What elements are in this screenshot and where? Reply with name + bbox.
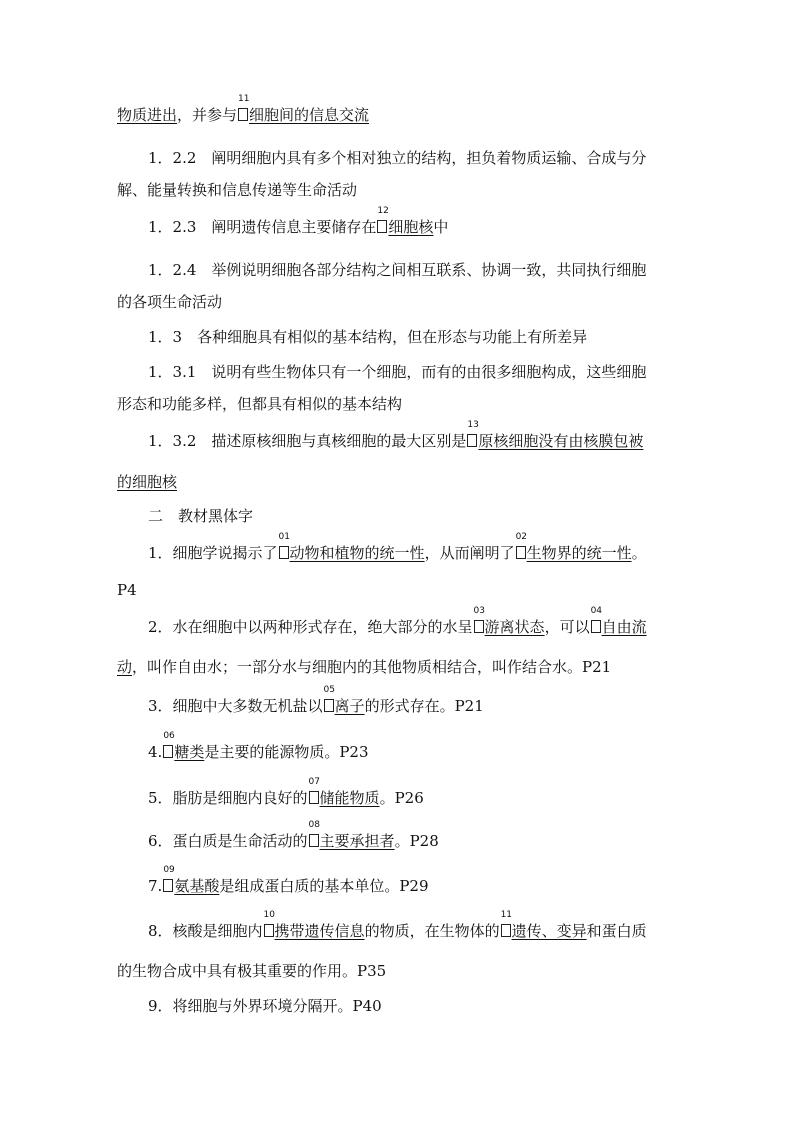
blank-number: 02 <box>515 532 528 542</box>
text-fragment: 中 <box>433 218 449 236</box>
text-line-13 <box>148 532 647 563</box>
text-fragment: 的物质，在生物体的 <box>364 922 500 940</box>
blank-number: 03 <box>473 606 485 616</box>
answer-text: 储能物质 <box>319 789 380 807</box>
text-fragment: 1．2.3 阐明遗传信息主要储存在 <box>148 218 377 236</box>
text-fragment: 是主要的能源物质。P23 <box>204 743 369 761</box>
text-fragment: 3．细胞中大多数无机盐以 <box>148 697 323 715</box>
answer-text: 生物界的统一性 <box>526 544 632 562</box>
text-fragment: 6．蛋白质是生命活动的 <box>148 832 308 850</box>
blank-number: 11 <box>238 94 250 104</box>
text-line-21 <box>148 865 429 896</box>
answer-blank-box <box>308 820 320 847</box>
answer-blank-box <box>377 206 389 233</box>
blank-number: 06 <box>163 731 175 741</box>
text-line-16 <box>117 657 611 677</box>
text-line-24: 9．将细胞与外界环境分隔开。P40 <box>148 997 382 1015</box>
answer-blank-box <box>238 94 250 121</box>
answer-text: 细胞间的信息交流 <box>249 106 370 124</box>
answer-text: 动 <box>117 658 133 676</box>
blank-number: 07 <box>308 777 320 787</box>
text-fragment: ，叫作自由水；一部分水与细胞内的其他物质相结合，叫作结合水。P21 <box>132 658 612 676</box>
blank-number: 12 <box>377 206 389 216</box>
answer-text: 游离状态 <box>484 618 545 636</box>
blank-number: 10 <box>263 910 275 920</box>
answer-blank-box <box>308 777 320 804</box>
text-line-7: 1．3 各种细胞具有相似的基本结构，但在形态与功能上有所差异 <box>148 328 588 346</box>
text-fragment: 1．细胞学说揭示了 <box>148 544 278 562</box>
text-line-19 <box>148 777 424 808</box>
blank-number: 05 <box>323 685 335 695</box>
answer-blank-box <box>163 865 175 892</box>
answer-blank-box <box>473 606 485 633</box>
answer-text: 主要承担者 <box>319 832 395 850</box>
answer-text: 的细胞核 <box>117 473 178 491</box>
answer-blank-box <box>467 420 479 447</box>
section-heading: 二 教材黑体字 <box>148 507 254 525</box>
text-line-18 <box>148 731 369 762</box>
answer-blank-box <box>263 910 275 937</box>
text-line-15 <box>148 606 647 637</box>
text-line-4 <box>148 206 449 237</box>
blank-number: 01 <box>278 532 290 542</box>
text-fragment: ，可以 <box>544 618 590 636</box>
text-line-3: 解、能量转换和信息传递等生命活动 <box>117 181 358 199</box>
answer-text: 物质进出 <box>117 106 178 124</box>
answer-blank-box <box>590 606 603 633</box>
text-fragment: ，并参与 <box>177 106 238 124</box>
text-fragment: ，从而阐明了 <box>424 544 515 562</box>
answer-blank-box <box>278 532 290 559</box>
text-fragment: 。P26 <box>379 789 424 807</box>
text-fragment: 5．脂肪是细胞内良好的 <box>148 789 308 807</box>
text-fragment: 和蛋白质 <box>586 922 647 940</box>
text-line-2: 1．2.2 阐明细胞内具有多个相对独立的结构，担负着物质运输、合成与分 <box>148 149 647 167</box>
answer-text: 细胞核 <box>388 218 434 236</box>
text-fragment: 1．3.2 描述原核细胞与真核细胞的最大区别是 <box>148 432 467 450</box>
text-fragment: 。P28 <box>394 832 439 850</box>
text-fragment: 4. <box>148 743 163 761</box>
answer-text: 动物和植物的统一性 <box>289 544 425 562</box>
text-line-23: 的生物合成中具有极其重要的作用。P35 <box>117 962 387 980</box>
blank-number: 08 <box>308 820 320 830</box>
blank-number: 13 <box>467 420 479 430</box>
answer-blank-box <box>323 685 335 712</box>
answer-text: 遗传、变异 <box>511 922 587 940</box>
text-line-20 <box>148 820 439 851</box>
blank-number: 09 <box>163 865 175 875</box>
text-line-6: 的各项生命活动 <box>117 293 223 311</box>
text-line-5: 1．2.4 举例说明细胞各部分结构之间相互联系、协调一致，共同执行细胞 <box>148 261 647 279</box>
text-line-17 <box>148 685 484 716</box>
blank-number: 04 <box>590 606 603 616</box>
text-fragment: 的形式存在。P21 <box>364 697 484 715</box>
answer-blank-box <box>163 731 175 758</box>
text-line-1 <box>117 94 370 125</box>
answer-text: 氨基酸 <box>174 877 220 895</box>
text-fragment: 2．水在细胞中以两种形式存在，绝大部分的水呈 <box>148 618 473 636</box>
text-fragment: 。 <box>631 544 647 562</box>
text-line-22 <box>148 910 647 941</box>
answer-text: 原核细胞没有由核膜包被 <box>478 432 644 450</box>
text-fragment: 7. <box>148 877 163 895</box>
answer-text: 自由流 <box>601 618 647 636</box>
blank-number: 11 <box>500 910 513 920</box>
answer-blank-box <box>500 910 513 937</box>
text-line-11 <box>117 472 177 492</box>
answer-text: 离子 <box>334 697 365 715</box>
answer-text: 携带遗传信息 <box>274 922 365 940</box>
text-fragment: 8．核酸是细胞内 <box>148 922 263 940</box>
answer-blank-box <box>515 532 528 559</box>
text-fragment: 是组成蛋白质的基本单位。P29 <box>219 877 429 895</box>
text-line-8: 1．3.1 说明有些生物体只有一个细胞，而有的由很多细胞构成，这些细胞 <box>148 363 647 381</box>
text-line-9: 形态和功能多样，但都具有相似的基本结构 <box>117 395 403 413</box>
text-line-14: P4 <box>117 581 137 599</box>
answer-text: 糖类 <box>174 743 205 761</box>
text-line-10 <box>148 420 644 451</box>
